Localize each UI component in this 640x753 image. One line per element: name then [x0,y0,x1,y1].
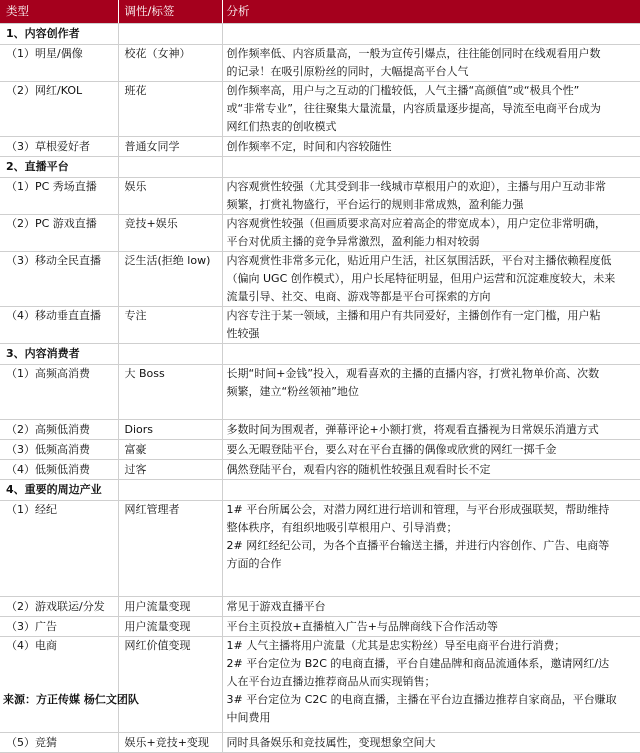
type-cell: （3）草根爱好者 [0,137,118,157]
analysis-line: 要么无暇登陆平台，要么对在平台直播的偶像或欣赏的网红一掷千金 [226,443,557,456]
section-title: 1、内容创作者 [0,24,118,45]
table-row [0,252,640,307]
table-row [0,215,640,252]
tone-cell: 专注 [118,307,222,344]
type-cell: （2）PC 游戏直播 [0,215,118,252]
tone-cell: 班花 [118,82,222,137]
analysis-cell [222,501,640,597]
analysis-line: 1# 平台所属公会，对潜力网红进行培训和管理，与平台形成强联契，帮助维持 [226,503,610,516]
analysis-cell [222,45,640,82]
analysis-cell [222,215,640,252]
tone-cell: 用户流量变现 [118,617,222,637]
empty-cell [118,157,222,178]
header-type: 类型 [0,0,118,24]
analysis-line: 同时具备娱乐和竞技属性，变现想象空间大 [226,736,436,749]
analysis-line: 2# 网红经纪公司，为各个直播平台输送主播，并进行内容创作、广告、电商等 [226,539,610,552]
table-row [0,501,640,597]
section-row [0,24,640,45]
tone-cell: 普通女同学 [118,137,222,157]
analysis-line: 网红们热衷的创收模式 [226,120,337,133]
table-header-row [0,0,640,24]
analysis-cell [222,137,640,157]
analysis-line: 频繁，建立“粉丝领袖”地位 [226,385,359,398]
analysis-line: 平台主页投放+直播植入广告+与品牌商线下合作活动等 [226,620,498,633]
empty-cell [222,157,640,178]
analysis-line: 平台对优质主播的竞争异常激烈，盈利能力相对较弱 [226,235,480,248]
table-row [0,365,640,420]
analysis-line: 创作频率低、内容质量高，一般为宣传引爆点，往往能创同时在线观看用户数 [226,47,601,60]
section-title: 3、内容消费者 [0,344,118,365]
tone-cell: 大 Boss [118,365,222,420]
analysis-cell [222,252,640,307]
analysis-line: （偏向 UGC 创作模式），用户长尾特征明显，但用户运营和沉淀难度较大，未来 [226,272,616,285]
analysis-line: 创作频率高，用户与之互动的门槛较低，人气主播“高颜值”或“极具个性” [226,84,580,97]
analysis-line: 性较强 [226,327,260,340]
type-cell: （2）高频低消费 [0,420,118,440]
table-row [0,733,640,753]
analysis-cell [222,82,640,137]
section-row [0,344,640,365]
analysis-cell [222,365,640,420]
table-row [0,617,640,637]
tone-cell: 过客 [118,460,222,480]
type-cell: （3）移动全民直播 [0,252,118,307]
type-cell: （2）网红/KOL [0,82,118,137]
type-cell: （3）广告 [0,617,118,637]
header-tone: 调性/标签 [118,0,222,24]
analysis-line: 流量引导、社交、电商、游戏等都是平台可探索的方向 [226,290,491,303]
tone-cell: 富豪 [118,440,222,460]
empty-cell [118,24,222,45]
analysis-line: 整体秩序，有组织地吸引草根用户、引导消费； [226,521,458,534]
analysis-line: 内容专注于某一领域，主播和用户有共同爱好，主播创作有一定门槛，用户粘 [226,309,601,322]
section-title: 2、直播平台 [0,157,118,178]
analysis-line: 中间费用 [226,711,271,724]
type-cell: （1）明星/偶像 [0,45,118,82]
analysis-line: 内容观赏性非常多元化，贴近用户生活，社区氛围活跃，平台对主播依赖程度低 [226,254,612,267]
analysis-cell [222,420,640,440]
table-row [0,440,640,460]
type-cell: （4）低频低消费 [0,460,118,480]
tone-cell: Diors [118,420,222,440]
analysis-cell [222,307,640,344]
analysis-cell [222,733,640,753]
analysis-line: 3# 平台定位为 C2C 的电商直播，主播在平台边直播边推荐自家商品，平台赚取 [226,693,617,706]
analysis-cell [222,597,640,617]
analysis-line: 人在平台边直播边推荐商品从而实现销售； [226,675,436,688]
section-row [0,157,640,178]
type-cell: （1）高频高消费 [0,365,118,420]
table-row [0,597,640,617]
analysis-cell [222,178,640,215]
empty-cell [222,344,640,365]
analysis-line: 或“非常专业”，往往聚集大量流量，内容质量逐步提高，导流至电商平台成为 [226,102,601,115]
table-row [0,45,640,82]
type-cell: （5）竞猜 [0,733,118,753]
tone-cell: 泛生活(拒绝 low) [118,252,222,307]
table-row [0,82,640,137]
table-row [0,637,640,733]
analysis-line: 长期“时间+金钱”投入，观看喜欢的主播的直播内容，打赏礼物单价高、次数 [226,367,600,380]
analysis-line: 创作频率不定，时间和内容较随性 [226,140,392,153]
analysis-line: 1# 人气主播将用户流量（尤其是忠实粉丝）导至电商平台进行消费； [226,639,566,652]
tone-cell: 娱乐 [118,178,222,215]
tone-cell: 网红管理者 [118,501,222,597]
empty-cell [118,480,222,501]
source-note: 来源：方正传媒 杨仁文团队 [3,693,139,706]
empty-cell [222,480,640,501]
analysis-line: 方面的合作 [226,557,282,570]
type-cell: （3）低频高消费 [0,440,118,460]
analysis-cell [222,460,640,480]
type-cell: （1）PC 秀场直播 [0,178,118,215]
type-cell: （2）游戏联运/分发 [0,597,118,617]
analysis-cell [222,440,640,460]
table-row [0,137,640,157]
analysis-line: 内容观赏性较强（尤其受到非一线城市草根用户的欢迎），主播与用户互动非常 [226,180,606,193]
tone-cell: 竞技+娱乐 [118,215,222,252]
table-row [0,178,640,215]
tone-cell: 用户流量变现 [118,597,222,617]
analysis-line: 内容观赏性较强（但画质要求高对应着高企的带宽成本），用户定位非常明确， [226,217,606,230]
analysis-line: 2# 平台定位为 B2C 的电商直播，平台自建品牌和商品流通体系，邀请网红/达 [226,657,610,670]
analysis-line: 的记录！在吸引原粉丝的同时，大幅提高平台人气 [226,65,469,78]
tone-cell: 网红价值变现 [118,637,222,733]
analysis-cell [222,617,640,637]
tone-cell: 娱乐+竞技+变现 [118,733,222,753]
table-row [0,460,640,480]
analysis-line: 频繁，打赏礼物盛行，平台运行的规则非常成熟，盈利能力强 [226,198,524,211]
table-row [0,420,640,440]
analysis-cell [222,637,640,733]
section-title: 4、重要的周边产业 [0,480,118,501]
analysis-line: 多数时间为围观者，弹幕评论+小额打赏，将观看直播视为日常娱乐消遣方式 [226,423,599,436]
table-body [0,24,640,753]
header-analysis: 分析 [222,0,640,24]
table-row [0,307,640,344]
empty-cell [222,24,640,45]
type-cell: （4）移动垂直直播 [0,307,118,344]
empty-cell [118,344,222,365]
type-cell: （4）电商 [0,637,118,733]
analysis-line: 常见于游戏直播平台 [226,600,326,613]
section-row [0,480,640,501]
tone-cell: 校花（女神） [118,45,222,82]
analysis-line: 偶然登陆平台，观看内容的随机性较强且观看时长不定 [226,463,491,476]
type-cell: （1）经纪 [0,501,118,597]
